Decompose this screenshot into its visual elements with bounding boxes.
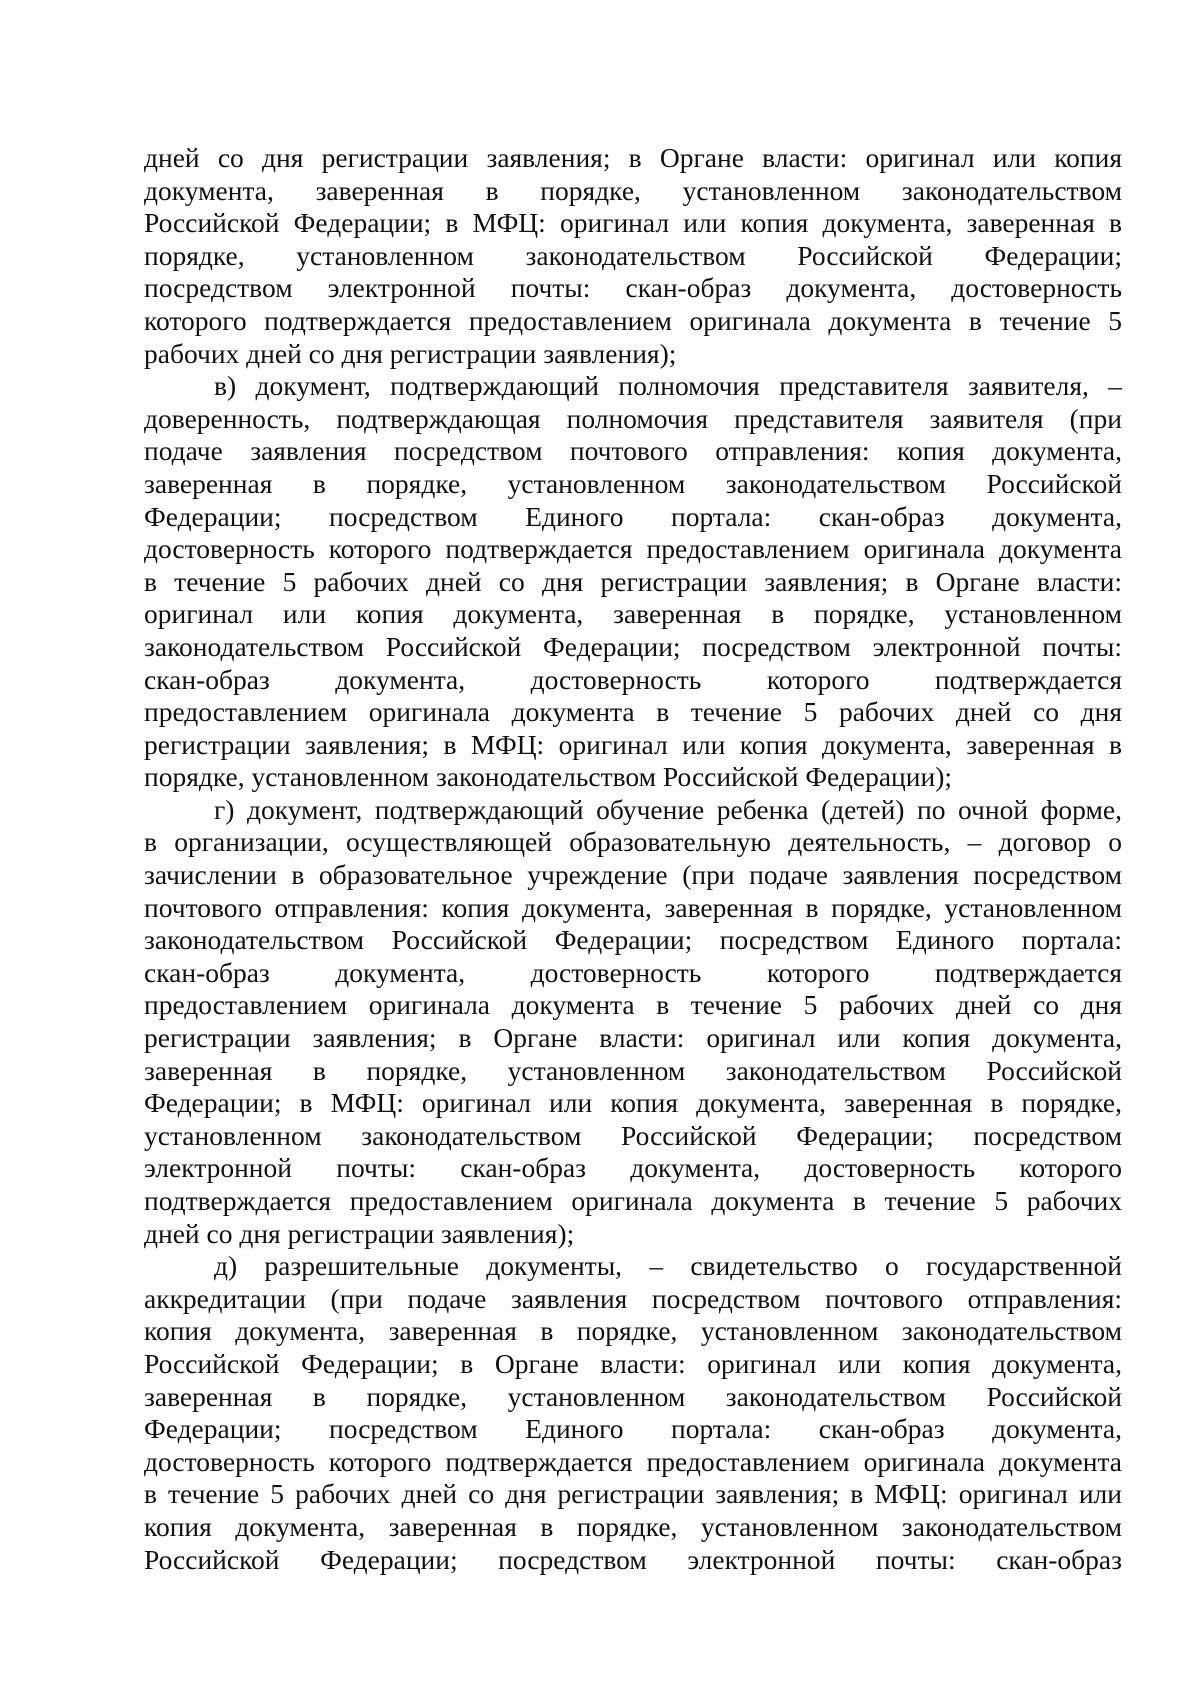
text-line: Российской Федерации; посредством электронной почты: скан-образ bbox=[144, 1543, 1122, 1575]
text-line: в) документ, подтверждающий полномочия представителя заявителя, – bbox=[214, 370, 1122, 402]
text-line: аккредитации (при подаче заявления посредством почтового отправления: bbox=[144, 1282, 1122, 1314]
text-line: подаче заявления посредством почтового отправления: копия документа, bbox=[144, 435, 1122, 467]
text-line: дней со дня регистрации заявления; в Органе власти: оригинал или копия bbox=[144, 142, 1122, 173]
text-line: зачислении в образовательное учреждение (при подаче заявления посредством bbox=[144, 859, 1122, 891]
text-line: предоставлением оригинала документа в течение 5 рабочих дней со дня bbox=[144, 696, 1122, 728]
text-line: регистрации заявления; в МФЦ: оригинал или копия документа, заверенная в bbox=[144, 728, 1122, 760]
text-line: порядке, установленном законодательством Российской Федерации; bbox=[144, 239, 1122, 271]
text-line: копия документа, заверенная в порядке, установленном законодательством bbox=[144, 1315, 1122, 1347]
text-line: посредством электронной почты: скан-образ документа, достоверность bbox=[144, 272, 1122, 304]
text-line: оригинал или копия документа, заверенная в порядке, установленном bbox=[144, 598, 1122, 630]
text-line: Российской Федерации; в МФЦ: оригинал или копия документа, заверенная в bbox=[144, 207, 1122, 239]
text-line: Федерации; в МФЦ: оригинал или копия документа, заверенная в порядке, bbox=[144, 1087, 1122, 1119]
text-line: достоверность которого подтверждается предоставлением оригинала документа bbox=[144, 1445, 1122, 1477]
text-line: скан-образ документа, достоверность которого подтверждается bbox=[144, 663, 1122, 695]
text-line: Российской Федерации; в Органе власти: оригинал или копия документа, bbox=[144, 1347, 1122, 1379]
document-body bbox=[144, 142, 1122, 1576]
text-line: подтверждается предоставлением оригинала документа в течение 5 рабочих bbox=[144, 1185, 1122, 1216]
text-line: предоставлением оригинала документа в течение 5 рабочих дней со дня bbox=[144, 989, 1122, 1021]
paragraph-g bbox=[144, 794, 1122, 1250]
text-line: в течение 5 рабочих дней со дня регистрации заявления; в Органе власти: bbox=[144, 565, 1122, 597]
text-line: дней со дня регистрации заявления); bbox=[144, 1217, 575, 1249]
text-line: достоверность которого подтверждается предоставлением оригинала документа bbox=[144, 533, 1122, 565]
text-line: регистрации заявления; в Органе власти: оригинал или копия документа, bbox=[144, 1022, 1122, 1054]
text-line: порядке, установленном законодательством Российской Федерации); bbox=[144, 761, 952, 793]
text-line: которого подтверждается предоставлением оригинала документа в течение 5 bbox=[144, 304, 1122, 336]
text-line: заверенная в порядке, установленном законодательством Российской bbox=[144, 1380, 1122, 1412]
text-line: заверенная в порядке, установленном законодательством Российской bbox=[144, 1054, 1122, 1086]
paragraph-continuation bbox=[144, 142, 1122, 370]
text-line: заверенная в порядке, установленном законодательством Российской bbox=[144, 467, 1122, 499]
text-line: установленном законодательством Российской Федерации; посредством bbox=[144, 1119, 1122, 1151]
text-line: в организации, осуществляющей образовательную деятельность, – договор о bbox=[144, 826, 1122, 858]
text-line: почтового отправления: копия документа, заверенная в порядке, установленном bbox=[144, 891, 1122, 923]
paragraph-d bbox=[144, 1250, 1122, 1576]
text-line: законодательством Российской Федерации; посредством Единого портала: bbox=[144, 924, 1122, 956]
text-line: доверенность, подтверждающая полномочия представителя заявителя (при bbox=[144, 402, 1122, 434]
text-line: законодательством Российской Федерации; посредством электронной почты: bbox=[144, 630, 1122, 662]
text-line: документа, заверенная в порядке, установленном законодательством bbox=[144, 174, 1122, 206]
text-line: Федерации; посредством Единого портала: скан-образ документа, bbox=[144, 500, 1122, 532]
text-line: в течение 5 рабочих дней со дня регистрации заявления; в МФЦ: оригинал или bbox=[144, 1478, 1122, 1510]
text-line: г) документ, подтверждающий обучение ребенка (детей) по очной форме, bbox=[214, 793, 1122, 825]
text-line: скан-образ документа, достоверность которого подтверждается bbox=[144, 956, 1122, 988]
text-line: электронной почты: скан-образ документа, достоверность которого bbox=[144, 1152, 1122, 1184]
text-line: копия документа, заверенная в порядке, установленном законодательством bbox=[144, 1510, 1122, 1542]
text-line: Федерации; посредством Единого портала: скан-образ документа, bbox=[144, 1413, 1122, 1445]
text-line: д) разрешительные документы, – свидетельство о государственной bbox=[214, 1250, 1122, 1282]
paragraph-v bbox=[144, 370, 1122, 794]
text-line: рабочих дней со дня регистрации заявления); bbox=[144, 337, 677, 369]
